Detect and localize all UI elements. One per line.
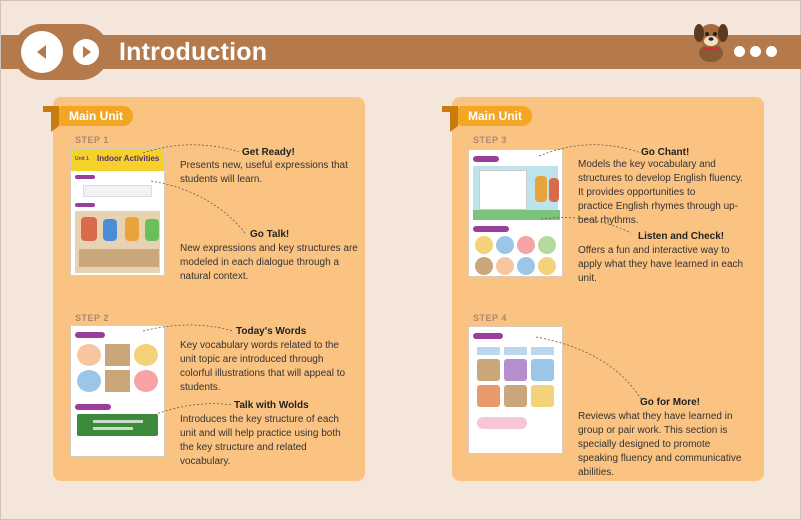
section-desc-get-ready: Presents new, useful expressions that students will learn. bbox=[180, 160, 348, 185]
main-unit-tab: Main Unit bbox=[59, 106, 133, 126]
section-desc-go-talk: New expressions and key structures are modeled in each dialogue through a natural context. bbox=[180, 243, 358, 282]
prev-button[interactable] bbox=[21, 31, 63, 73]
section-desc-go-for-more: Reviews what they have learned in group or pair work. This section is specially designed to promote speaking fluency and communicative abilities. bbox=[578, 411, 742, 478]
thumb-illustration bbox=[75, 211, 160, 273]
step-label: STEP 4 bbox=[473, 313, 507, 323]
dog-mascot-icon bbox=[691, 19, 731, 63]
step2-thumbnail bbox=[70, 325, 165, 457]
main-unit-panel-right bbox=[452, 97, 764, 481]
chevron-left-icon bbox=[32, 42, 52, 62]
section-title-go-talk: Go Talk! bbox=[250, 229, 290, 240]
dot-icon bbox=[750, 46, 761, 57]
step-label: STEP 1 bbox=[75, 135, 109, 145]
section-desc-go-chant: Models the key vocabulary and structures to develop English fluency. It provides opportunities to practice English rhymes through up- beat rhythms. bbox=[578, 159, 743, 226]
section-desc-listen-and-check: Offers a fun and interactive way to apply what they have learned in each unit. bbox=[578, 245, 744, 284]
section-title-todays-words: Today's Words bbox=[236, 326, 307, 337]
next-button[interactable] bbox=[69, 35, 103, 69]
thumb-unit-label: Unit 1 bbox=[75, 156, 89, 162]
chevron-right-icon bbox=[78, 44, 94, 60]
main-unit-tab: Main Unit bbox=[458, 106, 532, 126]
section-title-go-for-more: Go for More! bbox=[640, 397, 700, 408]
step1-thumbnail bbox=[70, 148, 165, 276]
section-title-go-chant: Go Chant! bbox=[641, 147, 690, 158]
thumb-unit-title: Indoor Activities bbox=[97, 154, 160, 163]
main-unit-panel-left bbox=[53, 97, 365, 481]
menu-dots[interactable] bbox=[734, 46, 777, 57]
section-title-listen-and-check: Listen and Check! bbox=[638, 231, 725, 242]
thumb-vocab-grid bbox=[71, 338, 164, 398]
dot-icon bbox=[734, 46, 745, 57]
section-title-get-ready: Get Ready! bbox=[242, 147, 295, 158]
section-desc-todays-words: Key vocabulary words related to the unit topic are introduced through colorful illustrations that will appeal to students. bbox=[180, 340, 346, 393]
thumb-header bbox=[71, 149, 164, 171]
step-label: STEP 2 bbox=[75, 313, 109, 323]
step4-thumbnail bbox=[468, 326, 563, 454]
step-label: STEP 3 bbox=[473, 135, 507, 145]
section-title-talk-with-wolds: Talk with Wolds bbox=[234, 400, 309, 411]
tab-fold-icon bbox=[43, 106, 59, 132]
step3-thumbnail bbox=[468, 149, 563, 277]
tab-fold-icon bbox=[442, 106, 458, 132]
page-title: Introduction bbox=[119, 38, 268, 66]
dot-icon bbox=[766, 46, 777, 57]
section-desc-talk-with-wolds: Introduces the key structure of each unit and will help practice using both the key structure and related vocabulary. bbox=[180, 414, 341, 467]
